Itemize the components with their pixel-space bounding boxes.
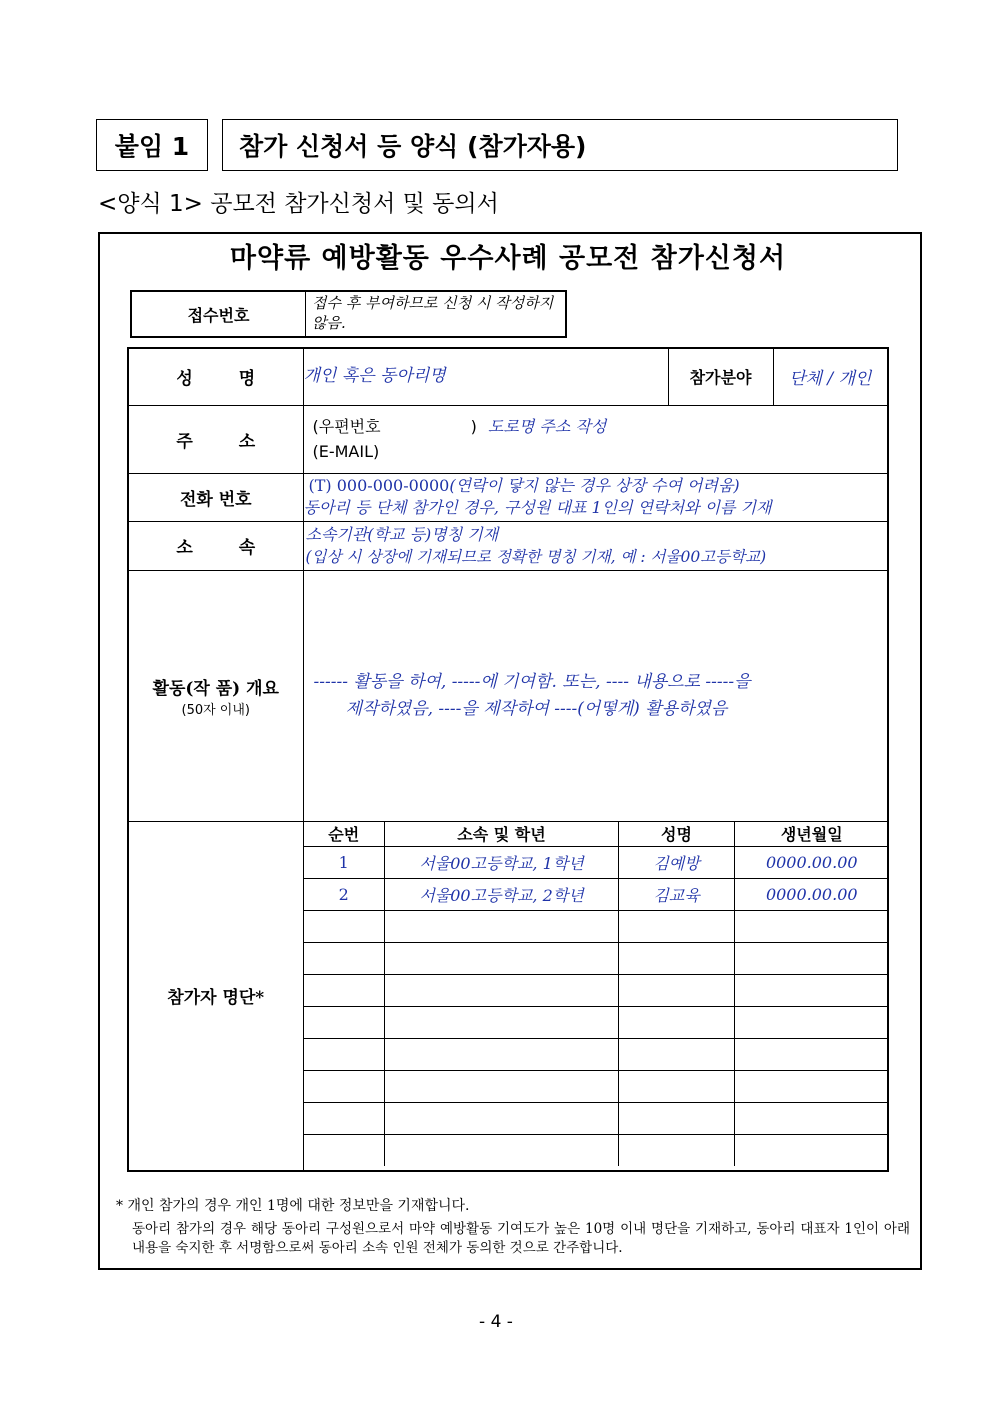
participants-table <box>304 822 889 1166</box>
address-label: 주 소 <box>128 405 303 473</box>
address-field[interactable] <box>303 405 888 473</box>
form-title: 마약류 예방활동 우수사례 공모전 참가신청서 <box>229 243 787 274</box>
summary-line1: ------ 활동을 하여, -----에 기여함. 또는, ---- 내용으로 -----을 <box>313 671 751 692</box>
table-row <box>304 878 889 910</box>
row-birthdate[interactable] <box>735 1102 889 1134</box>
row-name[interactable] <box>619 1070 735 1102</box>
table-row <box>304 846 889 878</box>
row-no[interactable] <box>304 1070 385 1102</box>
row-name[interactable] <box>619 1006 735 1038</box>
phone-format: (T) 000-000-0000 <box>308 476 450 495</box>
table-row <box>304 1006 889 1038</box>
affiliation-field[interactable] <box>303 521 888 570</box>
receipt-number-box <box>130 290 567 338</box>
row-affiliation[interactable] <box>385 942 619 974</box>
phone-note-group: 동아리 등 단체 참가인 경우, 구성원 대표 1인의 연락처와 이름 기재 <box>303 498 772 517</box>
table-row <box>304 1070 889 1102</box>
affiliation-line1: 소속기관(학교 등)명칭 기재 <box>305 524 499 544</box>
postcode-close: ) <box>470 417 477 436</box>
affiliation-label: 소 속 <box>128 521 303 570</box>
page-number: - 4 - <box>479 1312 513 1332</box>
phone-row <box>128 473 888 521</box>
row-no[interactable] <box>304 974 385 1006</box>
row-no[interactable] <box>304 942 385 974</box>
row-birthdate[interactable] <box>735 910 889 942</box>
row-no[interactable] <box>304 1134 385 1166</box>
phone-field[interactable] <box>303 473 888 521</box>
row-name[interactable] <box>619 1102 735 1134</box>
row-birthdate[interactable] <box>735 942 889 974</box>
row-affiliation[interactable] <box>385 1134 619 1166</box>
participants-row <box>128 821 888 1171</box>
row-birthdate[interactable] <box>735 1070 889 1102</box>
name-label: 성 명 <box>128 348 303 405</box>
row-name[interactable] <box>619 1038 735 1070</box>
header-birthdate: 생년월일 <box>735 822 889 847</box>
row-affiliation[interactable]: 서울00고등학교, 1학년 <box>385 846 619 878</box>
name-row <box>128 348 888 405</box>
affiliation-line2: (입상 시 상장에 기재되므로 정확한 명칭 기재, 예 : 서울00고등학교) <box>305 547 767 566</box>
category-label: 참가분야 <box>668 348 773 405</box>
table-row <box>304 1038 889 1070</box>
row-no[interactable] <box>304 1006 385 1038</box>
name-field[interactable]: 개인 혹은 동아리명 <box>303 348 668 405</box>
row-birthdate[interactable] <box>735 1134 889 1166</box>
row-no[interactable] <box>304 1038 385 1070</box>
row-affiliation[interactable] <box>385 1070 619 1102</box>
attachment-tag: 붙임 1 <box>96 119 208 171</box>
row-birthdate[interactable] <box>735 1006 889 1038</box>
participants-header <box>304 822 889 847</box>
phone-note: (연락이 닿지 않는 경우 상장 수여 어려움) <box>449 476 740 495</box>
summary-sublabel: (50자 이내) <box>181 702 250 718</box>
table-row <box>304 974 889 1006</box>
form-caption: <양식 1> 공모전 참가신청서 및 동의서 <box>98 191 499 217</box>
header-name: 성명 <box>619 822 735 847</box>
table-row <box>304 910 889 942</box>
address-value: 도로명 주소 작성 <box>487 417 607 436</box>
row-no[interactable] <box>304 1102 385 1134</box>
header-no: 순번 <box>304 822 385 847</box>
row-affiliation[interactable]: 서울00고등학교, 2학년 <box>385 878 619 910</box>
row-birthdate[interactable]: 0000.00.00 <box>735 846 889 878</box>
row-affiliation[interactable] <box>385 974 619 1006</box>
row-name[interactable] <box>619 1134 735 1166</box>
row-name[interactable] <box>619 974 735 1006</box>
row-affiliation[interactable] <box>385 910 619 942</box>
row-no[interactable]: 1 <box>304 846 385 878</box>
row-name[interactable]: 김예방 <box>619 846 735 878</box>
row-name[interactable]: 김교육 <box>619 878 735 910</box>
row-affiliation[interactable] <box>385 1038 619 1070</box>
category-field[interactable]: 단체 / 개인 <box>773 348 888 405</box>
summary-row <box>128 570 888 821</box>
summary-label-cell <box>128 570 303 821</box>
address-row <box>128 405 888 473</box>
participants-cell <box>303 821 888 1171</box>
table-row <box>304 1134 889 1166</box>
participants-label: 참가자 명단* <box>128 821 303 1171</box>
summary-field[interactable] <box>303 570 888 821</box>
postcode-label: (우편번호 <box>312 417 381 436</box>
phone-label: 전화 번호 <box>128 473 303 521</box>
header-affiliation: 소속 및 학년 <box>385 822 619 847</box>
row-name[interactable] <box>619 942 735 974</box>
row-birthdate[interactable] <box>735 1038 889 1070</box>
row-birthdate[interactable]: 0000.00.00 <box>735 878 889 910</box>
table-row <box>304 1102 889 1134</box>
email-label: (E-MAIL) <box>312 442 380 461</box>
note-club: 동아리 참가의 경우 해당 동아리 구성원으로서 마약 예방활동 기여도가 높은 10명 이내 명단을 기재하고, 동아리 대표자 1인이 아래 내용을 숙지한 후 서명함으로써 동아리 소속 인원 전체가 동의한 것으로 간주합니다. <box>132 1221 910 1256</box>
application-table <box>127 347 889 1172</box>
receipt-label: 접수번호 <box>132 292 306 336</box>
table-row <box>304 942 889 974</box>
attachment-title: 참가 신청서 등 양식 (참가자용) <box>222 119 898 171</box>
row-no[interactable] <box>304 910 385 942</box>
note-individual: * 개인 참가의 경우 개인 1명에 대한 정보만을 기재합니다. <box>116 1198 470 1214</box>
summary-line2: 제작하였음, ----을 제작하여 ----(어떻게) 활용하였음 <box>345 698 728 719</box>
row-name[interactable] <box>619 910 735 942</box>
receipt-value: 접수 후 부여하므로 신청 시 작성하지 않음. <box>312 294 554 332</box>
summary-label: 활동(작 품) 개요 <box>152 678 279 699</box>
row-affiliation[interactable] <box>385 1102 619 1134</box>
row-birthdate[interactable] <box>735 974 889 1006</box>
affiliation-row <box>128 521 888 570</box>
row-no[interactable]: 2 <box>304 878 385 910</box>
row-affiliation[interactable] <box>385 1006 619 1038</box>
